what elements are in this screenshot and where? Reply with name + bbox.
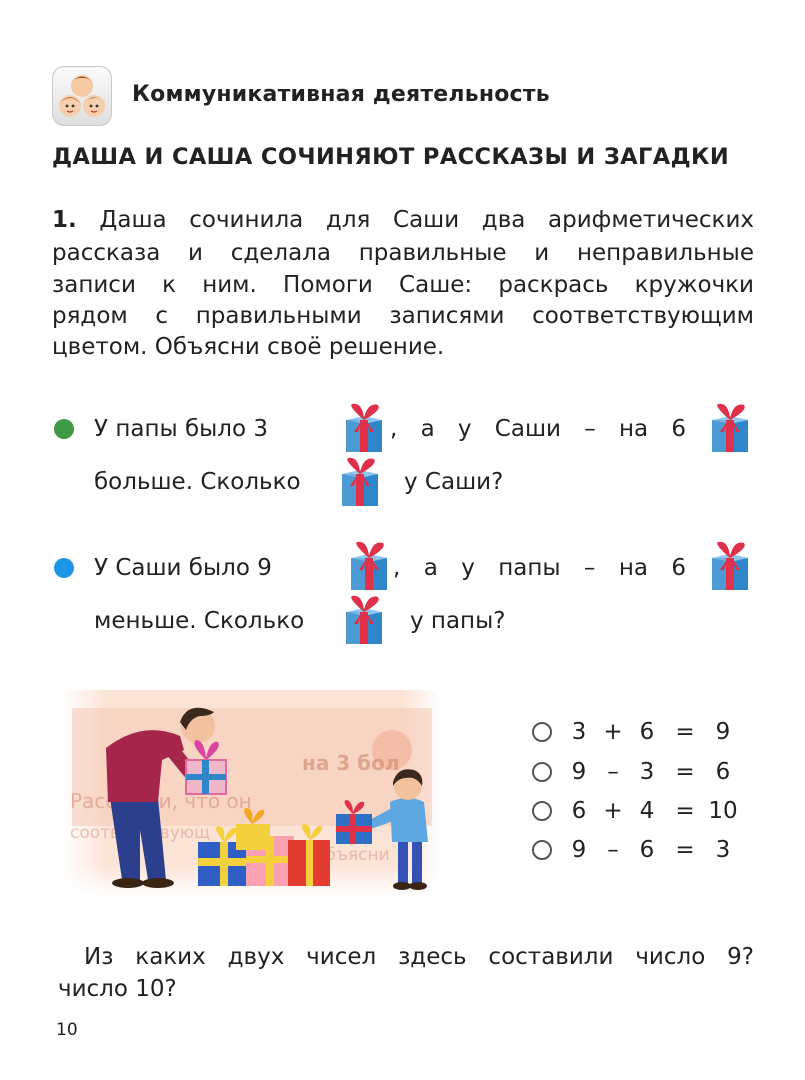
- equation-token: 9: [571, 759, 587, 785]
- gift-icon: [336, 456, 384, 508]
- section-title: Коммуникативная деятельность: [132, 82, 550, 107]
- gift-icon: [340, 402, 388, 454]
- equation-token: 4: [639, 798, 655, 824]
- story-2-blue-dot: [54, 558, 74, 578]
- page-number: 10: [56, 1020, 78, 1040]
- story-2-line-2a: меньше. Сколько: [94, 608, 305, 634]
- question-line-1: Из каких двух чисел здесь составили число 9?: [84, 944, 754, 970]
- answer-circle[interactable]: [532, 840, 552, 860]
- equation-token: =: [675, 759, 695, 785]
- equation-token: 10: [708, 798, 738, 824]
- equation-row: [532, 716, 752, 748]
- equation-token: +: [603, 719, 623, 745]
- task-line-1: 1. Даша сочинила для Саши два арифметических: [52, 207, 754, 233]
- equation-token: =: [675, 798, 695, 824]
- equation-row: [532, 834, 752, 866]
- equation-token: 6: [639, 837, 655, 863]
- equation-token: 9: [571, 837, 587, 863]
- equation-token: 6: [571, 798, 587, 824]
- equation-token: =: [675, 719, 695, 745]
- equation-token: 3: [715, 837, 731, 863]
- story-2-line-2b: у папы?: [410, 608, 506, 634]
- father-and-son-with-gifts-icon: [62, 690, 440, 895]
- gift-icon: [345, 540, 393, 592]
- equation-token: –: [607, 759, 619, 785]
- answer-circle[interactable]: [532, 801, 552, 821]
- equation-token: +: [603, 798, 623, 824]
- story-2-line-1b: , а у папы – на 6: [393, 555, 686, 581]
- equation-token: 6: [715, 759, 731, 785]
- equation-token: =: [675, 837, 695, 863]
- answer-circle[interactable]: [532, 762, 552, 782]
- story-1-line-1a: У папы было 3: [94, 416, 269, 442]
- equation-token: 3: [639, 759, 655, 785]
- story-1-green-dot: [54, 419, 74, 439]
- story-1-line-1b: , а у Саши – на 6: [390, 416, 686, 442]
- equation-row: [532, 756, 752, 788]
- task-line-4: рядом с правильными записями соответствующим: [52, 303, 754, 329]
- question-line-2: число 10?: [58, 976, 177, 1002]
- gift-icon: [340, 594, 388, 646]
- task-line-3: записи к ним. Помоги Саше: раскрась кружочки: [52, 272, 754, 298]
- equation-token: –: [607, 837, 619, 863]
- story-1-line-2b: у Саши?: [404, 469, 504, 495]
- gift-icon: [706, 402, 754, 454]
- story-1-line-2a: больше. Сколько: [94, 469, 301, 495]
- gift-icon: [706, 540, 754, 592]
- page-heading: ДАША И САША СОЧИНЯЮТ РАССКАЗЫ И ЗАГАДКИ: [52, 144, 730, 170]
- story-2-line-1a: У Саши было 9: [94, 555, 272, 581]
- equation-token: 3: [571, 719, 587, 745]
- answer-circle[interactable]: [532, 722, 552, 742]
- equation-row: [532, 795, 752, 827]
- equation-token: 6: [639, 719, 655, 745]
- task-line-5: цветом. Объясни своё решение.: [52, 334, 445, 360]
- task-number: 1.: [52, 207, 77, 233]
- equation-token: 9: [715, 719, 731, 745]
- children-faces-icon: [52, 66, 112, 126]
- task-line-2: рассказа и сделала правильные и неправильные: [52, 240, 754, 266]
